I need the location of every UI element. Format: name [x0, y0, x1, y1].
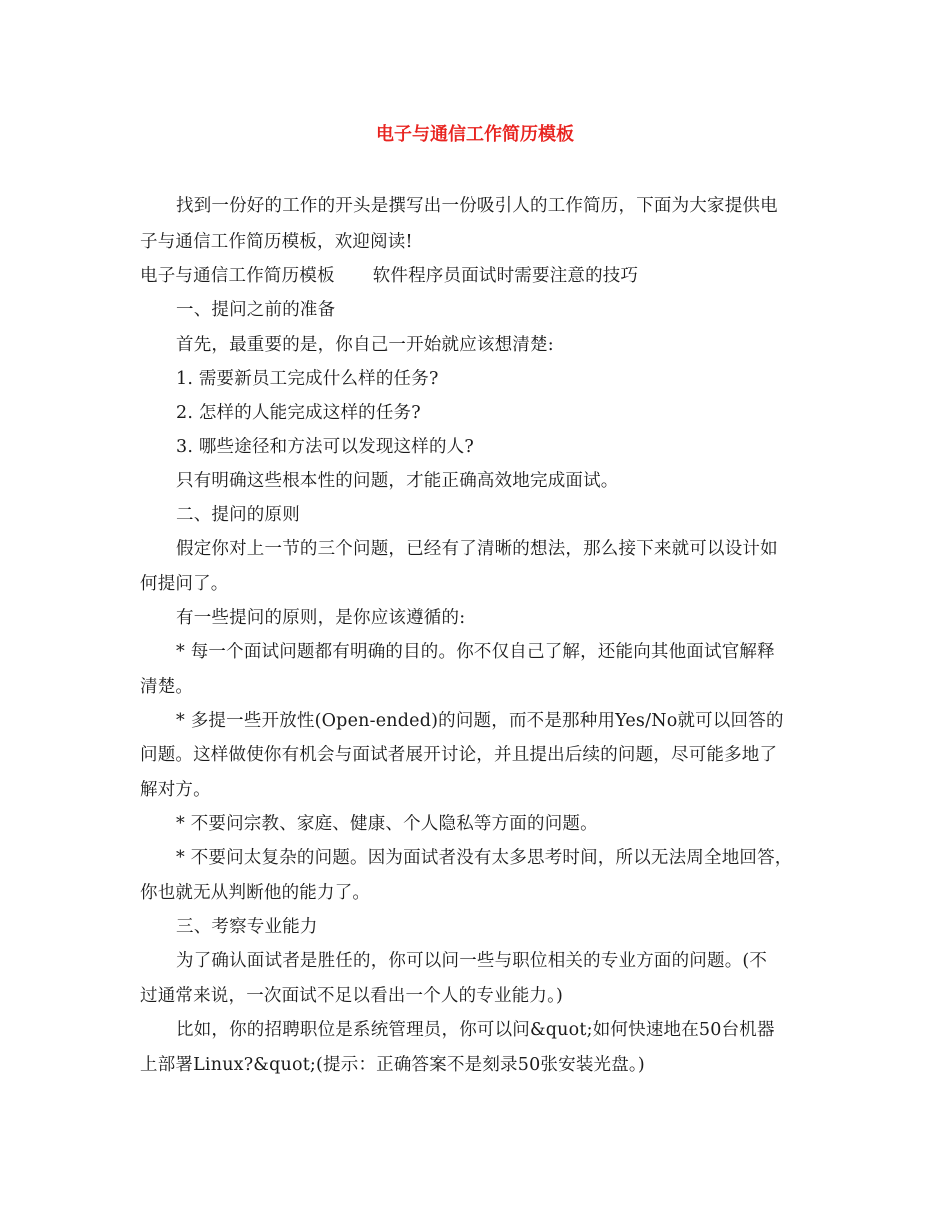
- section-heading: 二、提问的原则: [176, 505, 300, 525]
- paragraph-line: 过通常来说，一次面试不足以看出一个人的专业能力。): [140, 986, 564, 1006]
- paragraph-line: 你也就无从判断他的能力了。: [140, 883, 371, 903]
- paragraph-line: 比如，你的招聘职位是系统管理员，你可以问&quot;如何快速地在50台机器: [176, 1020, 775, 1040]
- paragraph-line: 只有明确这些根本性的问题，才能正确高效地完成面试。: [176, 471, 619, 491]
- template-link-text: 电子与通信工作简历模板: [140, 266, 335, 286]
- paragraph-line: 何提问了。: [140, 574, 229, 594]
- paragraph-line: 上部署Linux?&quot;(提示：正确答案不是刻录50张安装光盘。): [140, 1055, 645, 1075]
- paragraph-line: 清楚。: [140, 677, 194, 697]
- article-title-text: 软件程序员面试时需要注意的技巧: [372, 266, 639, 286]
- bullet-line: * 不要问太复杂的问题。因为面试者没有太多思考时间，所以无法周全地回答，: [176, 848, 793, 868]
- paragraph-line: 问题。这样做使你有机会与面试者展开讨论，并且提出后续的问题，尽可能多地了: [140, 745, 778, 765]
- section-heading: 三、考察专业能力: [176, 917, 318, 937]
- bullet-line: * 不要问宗教、家庭、健康、个人隐私等方面的问题。: [176, 814, 598, 834]
- section-heading: 一、提问之前的准备: [176, 300, 336, 320]
- list-item: 2. 怎样的人能完成这样的任务?: [176, 403, 421, 423]
- document-title: 电子与通信工作简历模板: [376, 124, 574, 145]
- paragraph-line: 子与通信工作简历模板，欢迎阅读!: [140, 232, 413, 252]
- bullet-line: * 多提一些开放性(Open-ended)的问题，而不是那种用Yes/No就可以回答的: [176, 711, 784, 731]
- paragraph-line: 有一些提问的原则，是你应该遵循的:: [176, 608, 466, 628]
- paragraph-line: 找到一份好的工作的开头是撰写出一份吸引人的工作简历，下面为大家提供电: [176, 196, 778, 216]
- bullet-line: * 每一个面试问题都有明确的目的。你不仅自己了解，还能向其他面试官解释: [176, 642, 775, 662]
- paragraph-line: 为了确认面试者是胜任的，你可以问一些与职位相关的专业方面的问题。(不: [176, 951, 768, 971]
- paragraph-line: 假定你对上一节的三个问题，已经有了清晰的想法，那么接下来就可以设计如: [176, 539, 778, 559]
- paragraph-line: 首先，最重要的是，你自己一开始就应该想清楚:: [176, 335, 554, 355]
- heading-line: [140, 263, 820, 289]
- paragraph-line: 解对方。: [140, 780, 211, 800]
- list-item: 1. 需要新员工完成什么样的任务?: [176, 369, 439, 389]
- list-item: 3. 哪些途径和方法可以发现这样的人?: [176, 437, 474, 457]
